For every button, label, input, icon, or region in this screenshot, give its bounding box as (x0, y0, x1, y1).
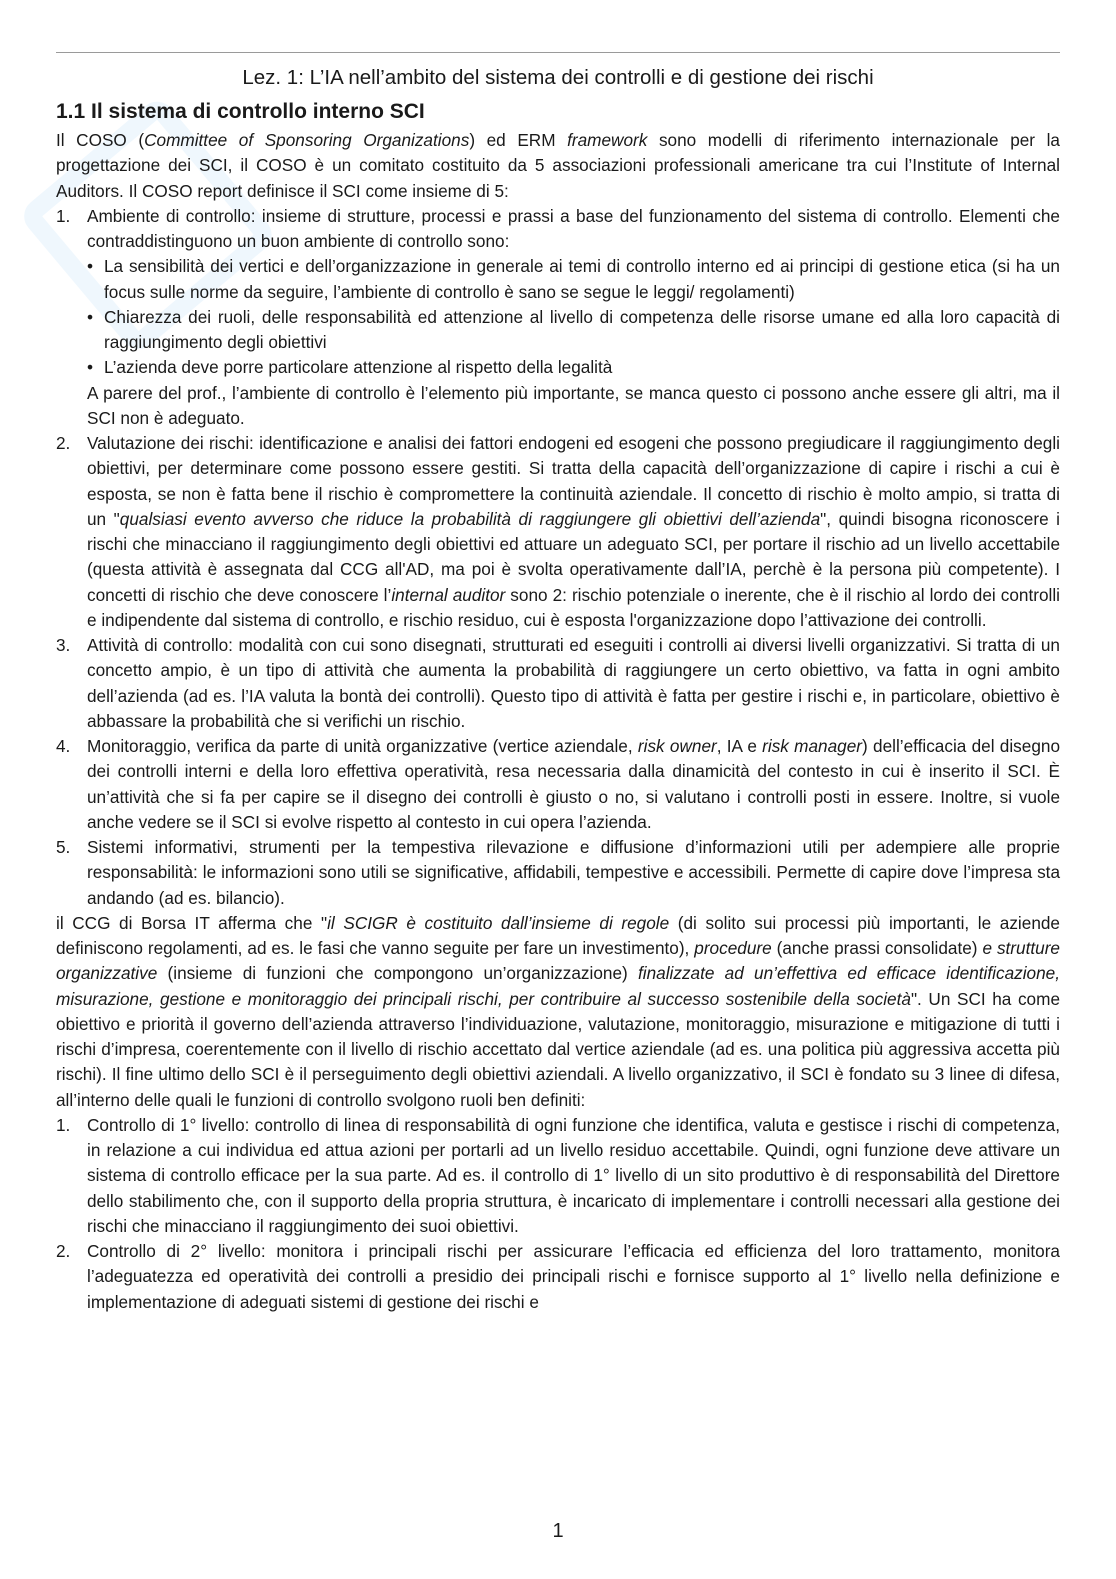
list-number: 4. (56, 736, 71, 756)
list-number: 1. (56, 205, 71, 226)
page-title: Lez. 1: L’IA nell’ambito del sistema dei controlli e di gestione dei rischi (242, 66, 874, 89)
list-item (56, 835, 1060, 911)
bullet-item: • Chiarezza dei ruoli, delle responsabilità ed attenzione al livello di competenza delle risorse umane ed alla loro capacità di raggiungimento degli obiettivi (87, 306, 1060, 352)
list-item (56, 1239, 1060, 1315)
list-number: 2. (56, 433, 71, 453)
list-item-text: Controllo di 2° livello: monitora i principali rischi per assicurare l’efficacia ed efficienza del loro trattamento, monitora l’adeguatezza ed operatività dei controlli a presidio dei principali rischi e fornisce supporto al 1° livello nella definizione e implementazione di adeguati sistemi di gestione dei rischi e (87, 1241, 1060, 1312)
bullet-icon: • (87, 357, 94, 378)
list-item (56, 204, 1060, 255)
intro-paragraph: Il COSO (Committee of Sponsoring Organizations) ed ERM framework sono modelli di riferimento internazionale per la progettazione dei SCI, il COSO è un comitato costituito da 5 associazioni professionali americane tra cui l’Institute of Internal Auditors. Il COSO report definisce il SCI come insieme di 5: (56, 130, 1060, 201)
list-item (56, 1113, 1060, 1239)
prof-note: A parere del prof., l’ambiente di controllo è l’elemento più importante, se manca questo ci possono anche essere gli altri, ma il SCI non è adeguato. (87, 382, 1060, 428)
bullet-item: • L’azienda deve porre particolare attenzione al rispetto della legalità (56, 355, 1060, 380)
list-number: 1. (56, 1114, 71, 1135)
header-rule (56, 52, 1060, 53)
bullet-icon: • (87, 306, 94, 327)
list-number: 2. (56, 1241, 71, 1261)
bullet-icon: • (87, 256, 94, 277)
list-item-text: Controllo di 1° livello: controllo di linea di responsabilità di ogni funzione che identifica, valuta e gestisce i rischi di competenza, in relazione a cui individua ed attua azioni per portarli ad un livello residuo accettabile. Quindi, ogni funzione deve attivare un sistema di controllo efficace per la sua parte. Ad es. il controllo di 1° livello di un sito produttivo è di responsabilità del Direttore dello stabilimento che, con il supporto della propria struttura, è incaricato di implementare i controlli necessari alla gestione dei rischi che minacciano il raggiungimento dei suoi obiettivi. (87, 1114, 1060, 1236)
list-number: 5. (56, 837, 71, 857)
list-item-text: Attività di controllo: modalità con cui sono disegnati, strutturati ed eseguiti i controlli ai diversi livelli organizzativi. Si tratta di un concetto ampio, è un tipo di attività che aumenta la probabilità di raggiungere un certo obiettivo, va fatta in ogni ambito dell’azienda (ad es. l’IA valuta la bontà dei controlli). Questo tipo di attività è fatta per gestire i rischi e, in particolare, obiettivo è abbassare la probabilità che si verifichi un rischio. (87, 635, 1060, 731)
list-item: 2. Valutazione dei rischi: identificazione e analisi dei fattori endogeni ed esogeni che possono pregiudicare il raggiungimento degli obiettivi, per determinare come possono essere gestiti. Si tratta della capacità dell’organizzazione di capire i rischi a cui è esposta, se non è fatta bene il rischio è compromettere la continuità aziendale. Il concetto di rischio è molto ampio, si tratta di un "qualsiasi evento avverso che riduce la probabilità di raggiungere gli obiettivi dell’azienda", quindi bisogna riconoscere i rischi che minacciano il raggiungimento degli obiettivi ed attuare un adeguato SCI, per portare il rischio ad un livello accettabile (questa attività è assegnata dal CCG all'AD, ma poi è svolta operativamente dall’IA, perchè è la persona più competente). I concetti di rischio che deve conoscere l’internal auditor sono 2: rischio potenziale o inerente, che è il rischio al lordo dei controlli e indipendente dal sistema di controllo, e rischio residuo, cui è esposta l'organizzazione dopo l’attivazione dei controlli. (56, 433, 1060, 630)
list-item (56, 633, 1060, 734)
ccg-paragraph: il CCG di Borsa IT afferma che "il SCIGR è costituito dall’insieme di regole (di solito sui processi più importanti, le aziende definiscono regolamenti, ad es. le fasi che vanno seguite per fare un investimento), procedure (anche prassi consolidate) e strutture organizzative (insieme di funzioni che compongono un’organizzazione) finalizzate ad un’effettiva ed efficace identificazione, misurazione, gestione e monitoraggio dei principali rischi, per contribuire al successo sostenibile della società". Un SCI ha come obiettivo e priorità il governo dell’azienda attraverso l’individuazione, valutazione, monitoraggio, misurazione e mitigazione di tutti i rischi d’impresa, coerentemente con il livello di rischio accettato dal vertice aziendale (ad es. una politica più aggressiva accetta più rischi). Il fine ultimo dello SCI è il perseguimento degli obiettivi aziendali. A livello organizzativo, il SCI è fondato su 3 linee di difesa, all’interno delle quali le funzioni di controllo svolgono ruoli ben definiti: (56, 912, 1060, 1110)
list-number: 3. (56, 635, 71, 655)
list-item: 4. Monitoraggio, verifica da parte di unità organizzative (vertice aziendale, risk owner, IA e risk manager) dell’efficacia del disegno dei controlli interni e della loro effettiva operatività, resa necessaria dalla dinamicità del contesto in cui è inserito il SCI. È un’attività che si fa per capire se il disegno dei controlli è giusto o no, si valutano i controlli posti in essere. Inoltre, si vuole anche vedere se il SCI si evolve rispetto al contesto in cui opera l’azienda. (56, 736, 1060, 832)
page-number: 1 (552, 1520, 564, 1542)
list-item-text: Ambiente di controllo: insieme di strutture, processi e prassi a base del funzionamento del sistema di controllo. Elementi che contraddistinguono un buon ambiente di controllo sono: (87, 205, 1060, 251)
document-body (56, 128, 1060, 1315)
list-item-text: Sistemi informativi, strumenti per la tempestiva rilevazione e diffusione d’informazioni utili per adempiere alle proprie responsabilità: le informazioni sono utili se significative, affidabili, tempestive e accessibili. Permette di capire dove l’impresa sta andando (ad es. bilancio). (87, 837, 1060, 908)
section-heading: 1.1 Il sistema di controllo interno SCI (56, 100, 425, 123)
bullet-item: • La sensibilità dei vertici e dell’organizzazione in generale ai temi di controllo interno ed ai principi di gestione etica (si ha un focus sulle norme da seguire, l’ambiente di controllo è sano se segue le leggi/ regolamenti) (87, 256, 1060, 302)
